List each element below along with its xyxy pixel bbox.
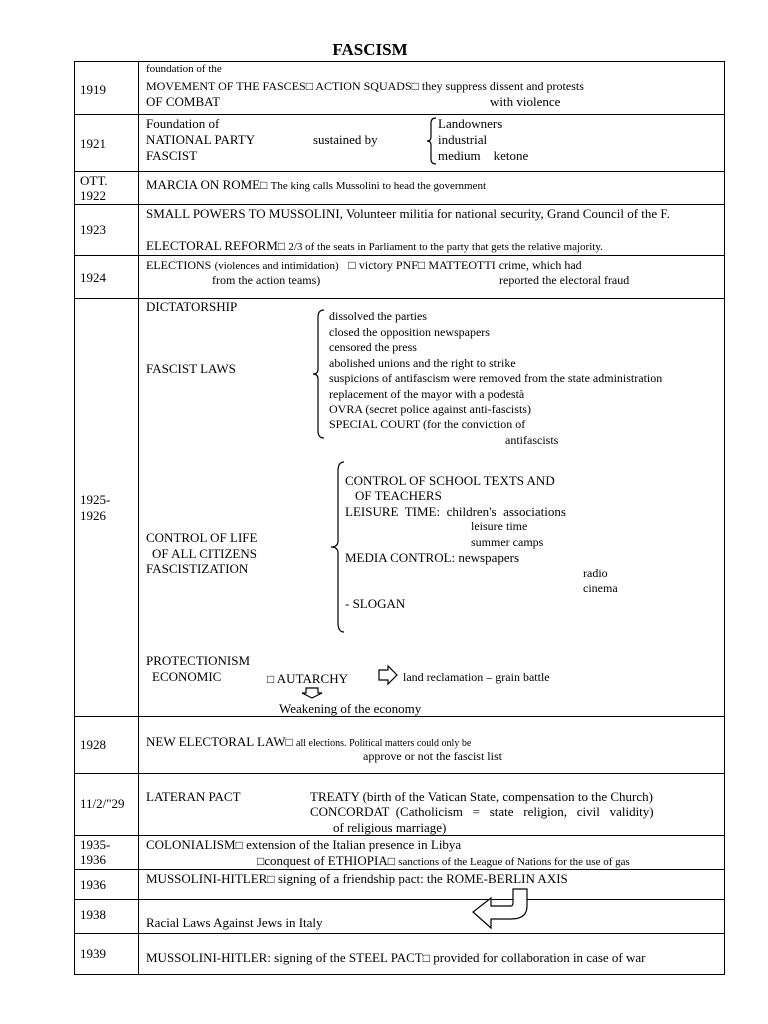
table-row-1921 <box>74 114 725 172</box>
row-text: they suppress dissent and protests <box>421 79 584 93</box>
row-text <box>146 177 486 194</box>
row-text: signing of a friendship pact: the ROME-BERLIN AXIS <box>277 871 568 886</box>
table-row-1929 <box>74 773 725 836</box>
row-text: land reclamation – grain battle <box>403 670 550 684</box>
row-text: 2/3 of the seats in Parliament to the party that gets the relative majority. <box>288 241 603 253</box>
row-text: - SLOGAN <box>345 596 406 611</box>
row-text: MATTEOTTI crime, which had <box>428 258 582 272</box>
year-cell: 1939 <box>80 946 106 961</box>
table-row-1923 <box>74 204 725 256</box>
row-text <box>146 837 461 853</box>
row-text: reported the electoral fraud <box>499 273 630 287</box>
curved-arrow-icon <box>471 888 531 934</box>
row-text: MUSSOLINI-HITLER <box>146 871 268 886</box>
row-text: FASCIST <box>146 148 198 163</box>
year-cell: 1919 <box>80 82 106 97</box>
arrow-box-icon: □ <box>260 178 268 192</box>
row-text: foundation of the <box>146 63 222 75</box>
down-arrow-icon <box>301 687 323 699</box>
arrow-box-icon: □ <box>267 872 275 886</box>
row-text: OF TEACHERS <box>355 488 442 503</box>
arrow-box-icon: □ <box>422 951 430 965</box>
arrow-box-icon: □ <box>348 258 356 272</box>
row-text <box>146 238 603 255</box>
table-row-1924 <box>74 255 725 299</box>
arrow-box-icon: □ <box>235 838 243 852</box>
brace-icon <box>313 309 325 439</box>
row-text: summer camps <box>471 535 544 549</box>
row-text: Racial Laws Against Jews in Italy <box>146 915 323 930</box>
table-row-1935-1936 <box>74 835 725 870</box>
row-text: LEISURE TIME: children's associations <box>345 504 566 519</box>
year-cell: 1924 <box>80 270 106 285</box>
row-text: abolished unions and the right to strike <box>329 356 516 370</box>
row-text: CONCORDAT (Catholicism = state religion, civil validity) <box>310 804 654 819</box>
row-text: TREATY (birth of the Vatican State, compensation to the Church) <box>310 789 653 804</box>
row-text <box>146 950 646 966</box>
row-text: OVRA (secret police against anti-fascists) <box>329 402 531 416</box>
row-text: FASCISTIZATION <box>146 561 249 576</box>
row-text: dissolved the parties <box>329 309 427 323</box>
row-text: FASCIST LAWS <box>146 361 236 376</box>
year-cell: 1922 <box>80 188 106 203</box>
row-text: from the action teams) <box>212 273 321 287</box>
row-text: leisure time <box>471 519 528 533</box>
row-text: suspicions of antifascism were removed from the state administration <box>329 371 663 385</box>
row-text: Foundation of <box>146 116 220 131</box>
row-text: with violence <box>490 94 561 109</box>
year-cell: 1936 <box>80 852 106 867</box>
row-text: radio <box>583 566 608 580</box>
row-text: MEDIA CONTROL: newspapers <box>345 550 520 565</box>
row-text: medium ketone <box>438 148 529 163</box>
row-text: The king calls Mussolini to head the government <box>270 180 487 192</box>
row-text: industrial <box>438 132 488 147</box>
row-text: provided for collaboration in case of war <box>433 950 646 965</box>
arrow-box-icon: □ <box>387 854 395 868</box>
row-text: OF COMBAT <box>146 94 221 109</box>
row-text: CONTROL OF SCHOOL TEXTS AND <box>345 473 555 488</box>
arrow-box-icon: □ <box>267 672 275 686</box>
row-text <box>267 671 348 687</box>
row-text: SMALL POWERS TO MUSSOLINI, Volunteer militia for national security, Grand Council of the F. <box>146 206 670 221</box>
row-text: conquest of ETHIOPIA <box>264 853 388 868</box>
row-text: censored the press <box>329 340 417 354</box>
row-text: replacement of the mayor with a podestà <box>329 387 525 401</box>
row-text: ECONOMIC <box>152 669 222 684</box>
year-cell: 11/2/"29 <box>80 796 125 811</box>
table-row-1919 <box>74 61 725 115</box>
year-cell: 1926 <box>80 508 106 523</box>
row-text: DICTATORSHIP <box>146 299 238 314</box>
row-text: MOVEMENT OF THE FASCES <box>146 79 306 93</box>
arrow-box-icon: □ <box>417 258 426 272</box>
row-text: Weakening of the economy <box>279 701 422 716</box>
arrow-box-icon: □ <box>285 735 293 749</box>
year-cell: 1925- <box>80 492 111 507</box>
row-text: cinema <box>583 581 618 595</box>
table-row-1925-1926 <box>74 298 725 717</box>
arrow-box-icon: □ <box>277 239 286 253</box>
row-text <box>257 853 630 870</box>
row-text: antifascists <box>505 433 559 447</box>
row-text: COLONIALISM <box>146 837 236 852</box>
table-row-1938 <box>74 899 725 934</box>
row-text: PROTECTIONISM <box>146 653 251 668</box>
row-text: SPECIAL COURT (for the conviction of <box>329 417 526 431</box>
row-text: NEW ELECTORAL LAW <box>146 734 286 749</box>
row-text: victory PNF <box>358 258 418 272</box>
row-text <box>146 257 582 274</box>
row-text: OF ALL CITIZENS <box>152 546 257 561</box>
arrow-box-icon: □ <box>257 854 265 868</box>
row-text: sustained by <box>313 132 378 147</box>
page-title: FASCISM <box>332 40 408 59</box>
row-text: LATERAN PACT <box>146 789 241 804</box>
row-text: approve or not the fascist list <box>363 749 502 763</box>
year-cell: 1923 <box>80 222 106 237</box>
year-cell: 1928 <box>80 737 106 752</box>
year-cell: 1936 <box>80 877 106 892</box>
row-text: extension of the Italian presence in Libya <box>246 837 462 852</box>
row-text: of religious marriage) <box>333 820 447 835</box>
row-text: NATIONAL PARTY <box>146 132 256 147</box>
row-text: Landowners <box>438 116 503 131</box>
row-text: closed the opposition newspapers <box>329 325 490 339</box>
table-row-1928 <box>74 716 725 774</box>
row-text <box>146 871 568 887</box>
right-arrow-icon <box>378 665 398 685</box>
brace-icon <box>331 461 345 633</box>
row-text: ACTION SQUADS <box>315 79 412 93</box>
row-text: MARCIA ON ROME <box>146 177 261 192</box>
arrow-box-icon: □ <box>305 79 313 93</box>
brace-icon <box>427 117 437 165</box>
row-text: MUSSOLINI-HITLER: signing of the STEEL PACT <box>146 950 423 965</box>
row-text <box>146 79 584 94</box>
year-cell: 1935- <box>80 837 111 852</box>
table-row-1922 <box>74 171 725 205</box>
year-cell: OTT. <box>80 173 108 188</box>
row-text: ELECTORAL REFORM <box>146 238 278 253</box>
arrow-box-icon: □ <box>411 79 419 93</box>
row-text: ELECTIONS <box>146 258 212 272</box>
table-row-1939 <box>74 933 725 975</box>
row-text: CONTROL OF LIFE <box>146 530 258 545</box>
table-row-1936 <box>74 869 725 900</box>
row-text: AUTARCHY <box>276 671 348 686</box>
year-cell: 1938 <box>80 907 106 922</box>
row-text: all elections. Political matters could only be <box>296 738 472 749</box>
row-text: sanctions of the League of Nations for the use of gas <box>398 856 630 868</box>
row-text: (violences and intimidation) <box>214 260 339 272</box>
year-cell: 1921 <box>80 136 106 151</box>
